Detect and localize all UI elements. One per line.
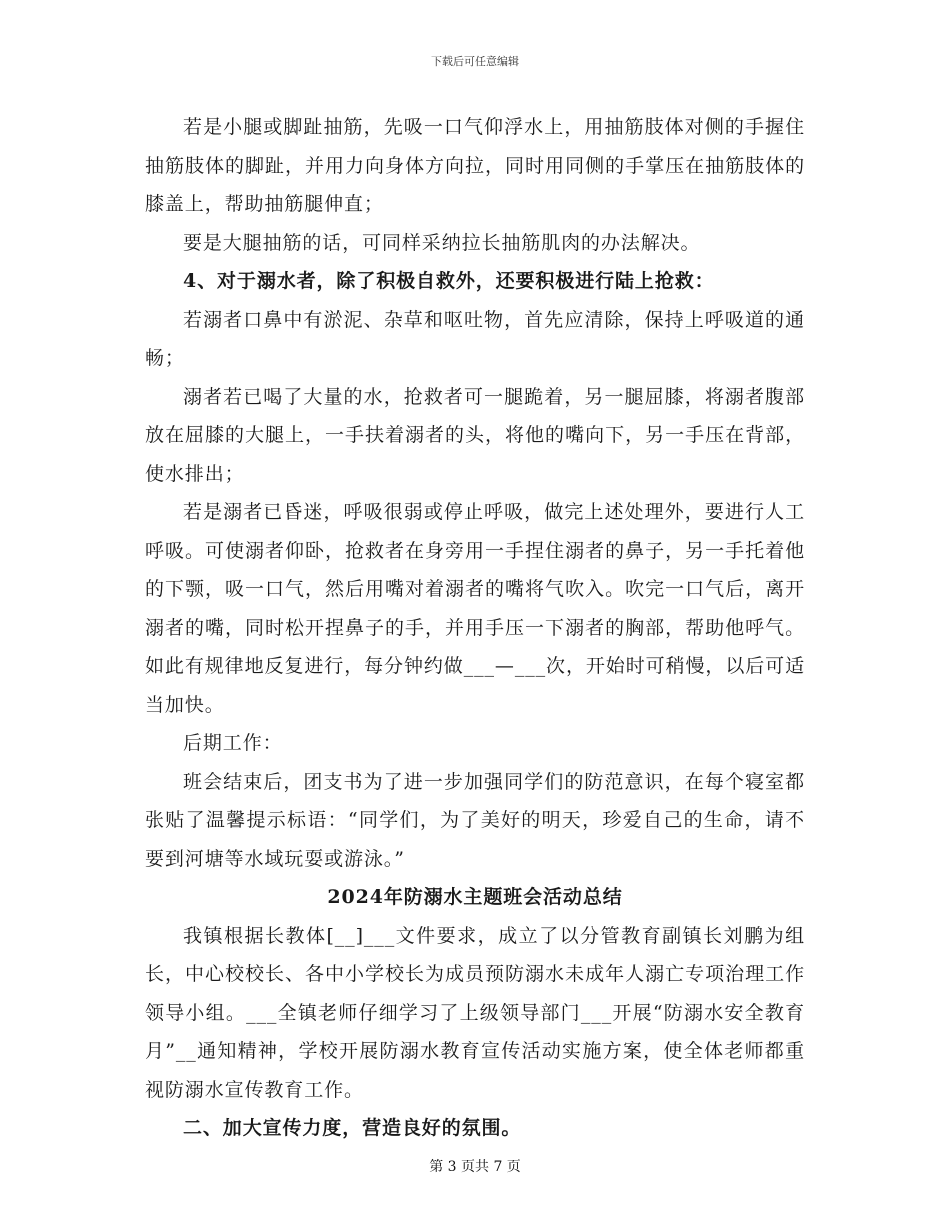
page-footer: 第 3 页共 7 页 bbox=[429, 1159, 521, 1175]
paragraph-clear-airway: 若溺者口鼻中有淤泥、杂草和呕吐物，首先应清除，保持上呼吸道的通畅； bbox=[145, 308, 805, 369]
document-title: 2024年防溺水主题班会活动总结 bbox=[327, 886, 623, 908]
section-heading-publicity: 二、加大宣传力度，营造良好的氛围。 bbox=[183, 1117, 522, 1139]
paragraph-artificial-respiration: 若是溺者已昏迷，呼吸很弱或停止呼吸，做完上述处理外，要进行人工呼吸。可使溺者仰卧，抢救者在身旁用一手捏住溺者的鼻子，另一手托着他的下颚，吸一口气，然后用嘴对着溺者的嘴将气吹入。吹完一口气后，离开溺者的嘴，同时松开捏鼻子的手，并用手压一下溺者的胸部，帮助他呼气。如此有规律地反复进行，每分钟约做___—___次，开始时可稍慢，以后可适当加快。 bbox=[145, 501, 805, 716]
paragraph-follow-up-label: 后期工作： bbox=[183, 732, 283, 754]
paragraph-calf-cramp: 若是小腿或脚趾抽筋，先吸一口气仰浮水上，用抽筋肢体对侧的手握住抽筋肢体的脚趾，并用力向身体方向拉，同时用同侧的手掌压在抽筋肢体的膝盖上，帮助抽筋腿伸直； bbox=[145, 116, 805, 215]
paragraph-thigh-cramp: 要是大腿抽筋的话，可同样采纳拉长抽筋肌肉的办法解决。 bbox=[183, 231, 701, 254]
paragraph-summary-intro: 我镇根据长教体[__]___文件要求，成立了以分管教育副镇长刘鹏为组长，中心校校长、各中小学校长为成员预防溺水未成年人溺亡专项治理工作领导小组。___全镇老师仔细学习了上级领导部门___开展“防溺水安全教育月”__通知精神，学校开展防溺水教育宣传活动实施方案，使全体老师都重视防溺水宣传教育工作。 bbox=[145, 924, 805, 1101]
section-heading-rescue: 4、对于溺水者，除了积极自救外，还要积极进行陆上抢救： bbox=[183, 270, 715, 292]
page-header: 下载后可任意编辑 bbox=[431, 55, 519, 68]
paragraph-follow-up: 班会结束后，团支书为了进一步加强同学们的防范意识，在每个寝室都张贴了温馨提示标语：“同学们，为了美好的明天，珍爱自己的生命，请不要到河塘等水域玩耍或游泳。” bbox=[145, 770, 805, 870]
paragraph-drain-water: 溺者若已喝了大量的水，抢救者可一腿跪着，另一腿屈膝，将溺者腹部放在屈膝的大腿上，一手扶着溺者的头，将他的嘴向下，另一手压在背部，使水排出； bbox=[145, 385, 805, 485]
document-body bbox=[145, 108, 805, 1148]
